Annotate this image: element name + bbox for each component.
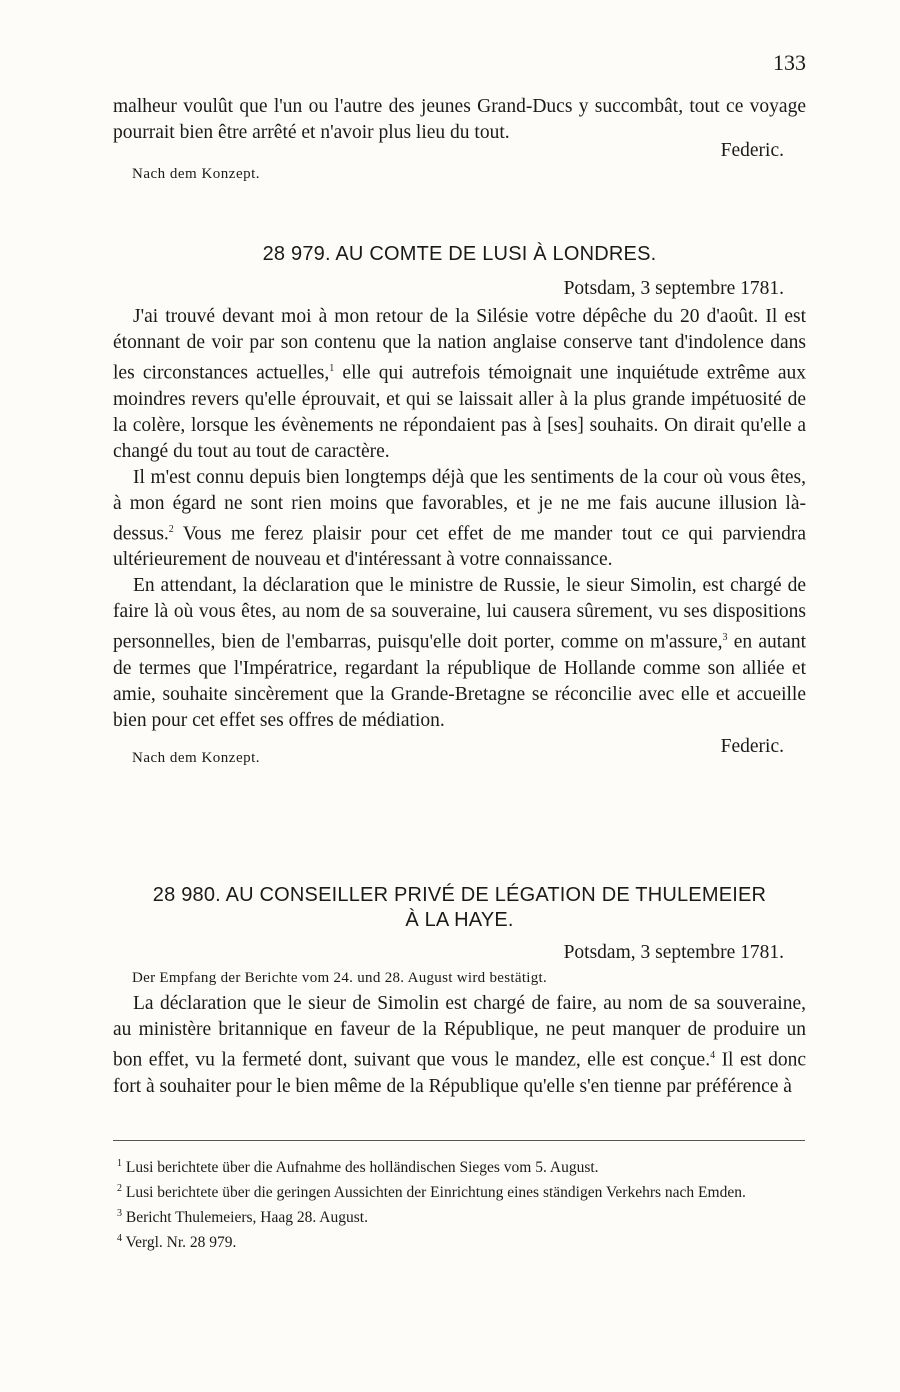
footnote-2: $^2$ Lusi berichtete über die geringen Aussichten der Einrichtung eines ständigen Verkehrs nach Emden. <box>117 1183 746 1202</box>
letter1-heading: 28 979. AU COMTE DE LUSI À LONDRES. <box>262 243 657 265</box>
letter2-paragraph-1: La déclaration que le sieur de Simolin est chargé de faire, au nom de sa souveraine, au ministère britannique en faveur de la République, ne peut manquer de produire un bon effet, vu la fermeté dont, suivant que vous le mandez, elle est conçue.$^4$ Il est donc fort à souhaiter pour le bien même de la République qu'elle s'en tienne par préférence à <box>113 993 806 1097</box>
letter1-signature: Federic. <box>720 735 784 757</box>
footnote-1: $^1$ Lusi berichtete über die Aufnahme des holländischen Sieges vom 5. August. <box>117 1158 599 1177</box>
letter1-date: Potsdam, 3 septembre 1781. <box>563 278 784 299</box>
footnote-divider <box>113 1140 805 1141</box>
footnote-ref-4: 4 <box>710 1050 716 1061</box>
intro-signature: Federic. <box>720 140 784 161</box>
intro-paragraph: malheur voulût que l'un ou l'autre des jeunes Grand-Ducs y succombât, tout ce voyage pourrait bien être arrêté et n'avoir plus lieu du tout. <box>113 96 806 143</box>
footnote-ref-2: 2 <box>168 523 174 535</box>
footnotes <box>113 1153 806 1254</box>
footnote-ref-1: 1 <box>329 363 335 374</box>
letter1-source: Nach dem Konzept. <box>132 749 261 766</box>
footnote-4: $^4$ Vergl. Nr. 28 979. <box>117 1233 237 1252</box>
footnote-ref-3: 3 <box>722 632 728 643</box>
letter2-heading-line1: 28 980. AU CONSEILLER PRIVÉ DE LÉGATION DE THULEMEIER <box>152 884 767 906</box>
letter1-paragraph-1: J'ai trouvé devant moi à mon retour de la Silésie votre dépêche du 20 d'août. Il est étonnant de voir par son contenu que la nation anglaise conserve tant d'indolence dans les circonstances actuelles,$^1$ elle qui autrefois témoignait une inquiétude extrême aux moindres revers qu'elle éprouvait, et qui se laissait aller à la plus grande impétuosité de la colère, lorsque les évènements ne répondaient pas à [ses] souhaits. On dirait qu'elle a changé du tout au tout de caractère. <box>113 306 806 462</box>
footnote-3: $^3$ Bericht Thulemeiers, Haag 28. August. <box>117 1208 368 1227</box>
letter1-paragraph-3: En attendant, la déclaration que le ministre de Russie, le sieur Simolin, est chargé de faire là où vous êtes, au nom de sa souveraine, lui causera sûrement, vu ses dispositions personnelles, bien de l'embarras, puisqu'elle doit porter, comme on m'assure,$^3$ en autant de termes que l'Impératrice, regardant la république de Hollande comme son alliée et amie, souhaite sincèrement que la Grande-Bretagne se réconcilie avec elle et accueille bien pour cet effet ses offres de médiation. <box>113 575 806 731</box>
intro-source: Nach dem Konzept. <box>132 166 261 182</box>
page-number: 133 <box>773 50 806 75</box>
letter1-paragraph-2: Il m'est connu depuis bien longtemps déjà que les sentiments de la cour où vous êtes, à mon égard ne sont rien moins que favorables, et je ne me fais aucune illusion là-dessus.$^2$ Vous me ferez plaisir pour cet effet de me mander tout ce qui parviendra ultérieurement de nouveau et d'intéressant à votre connaissance. <box>113 466 806 570</box>
letter2-date: Potsdam, 3 septembre 1781. <box>563 942 784 963</box>
letter2-note: Der Empfang der Berichte vom 24. und 28. August wird bestätigt. <box>132 970 548 986</box>
letter2-heading-line2: À LA HAYE. <box>405 909 514 931</box>
